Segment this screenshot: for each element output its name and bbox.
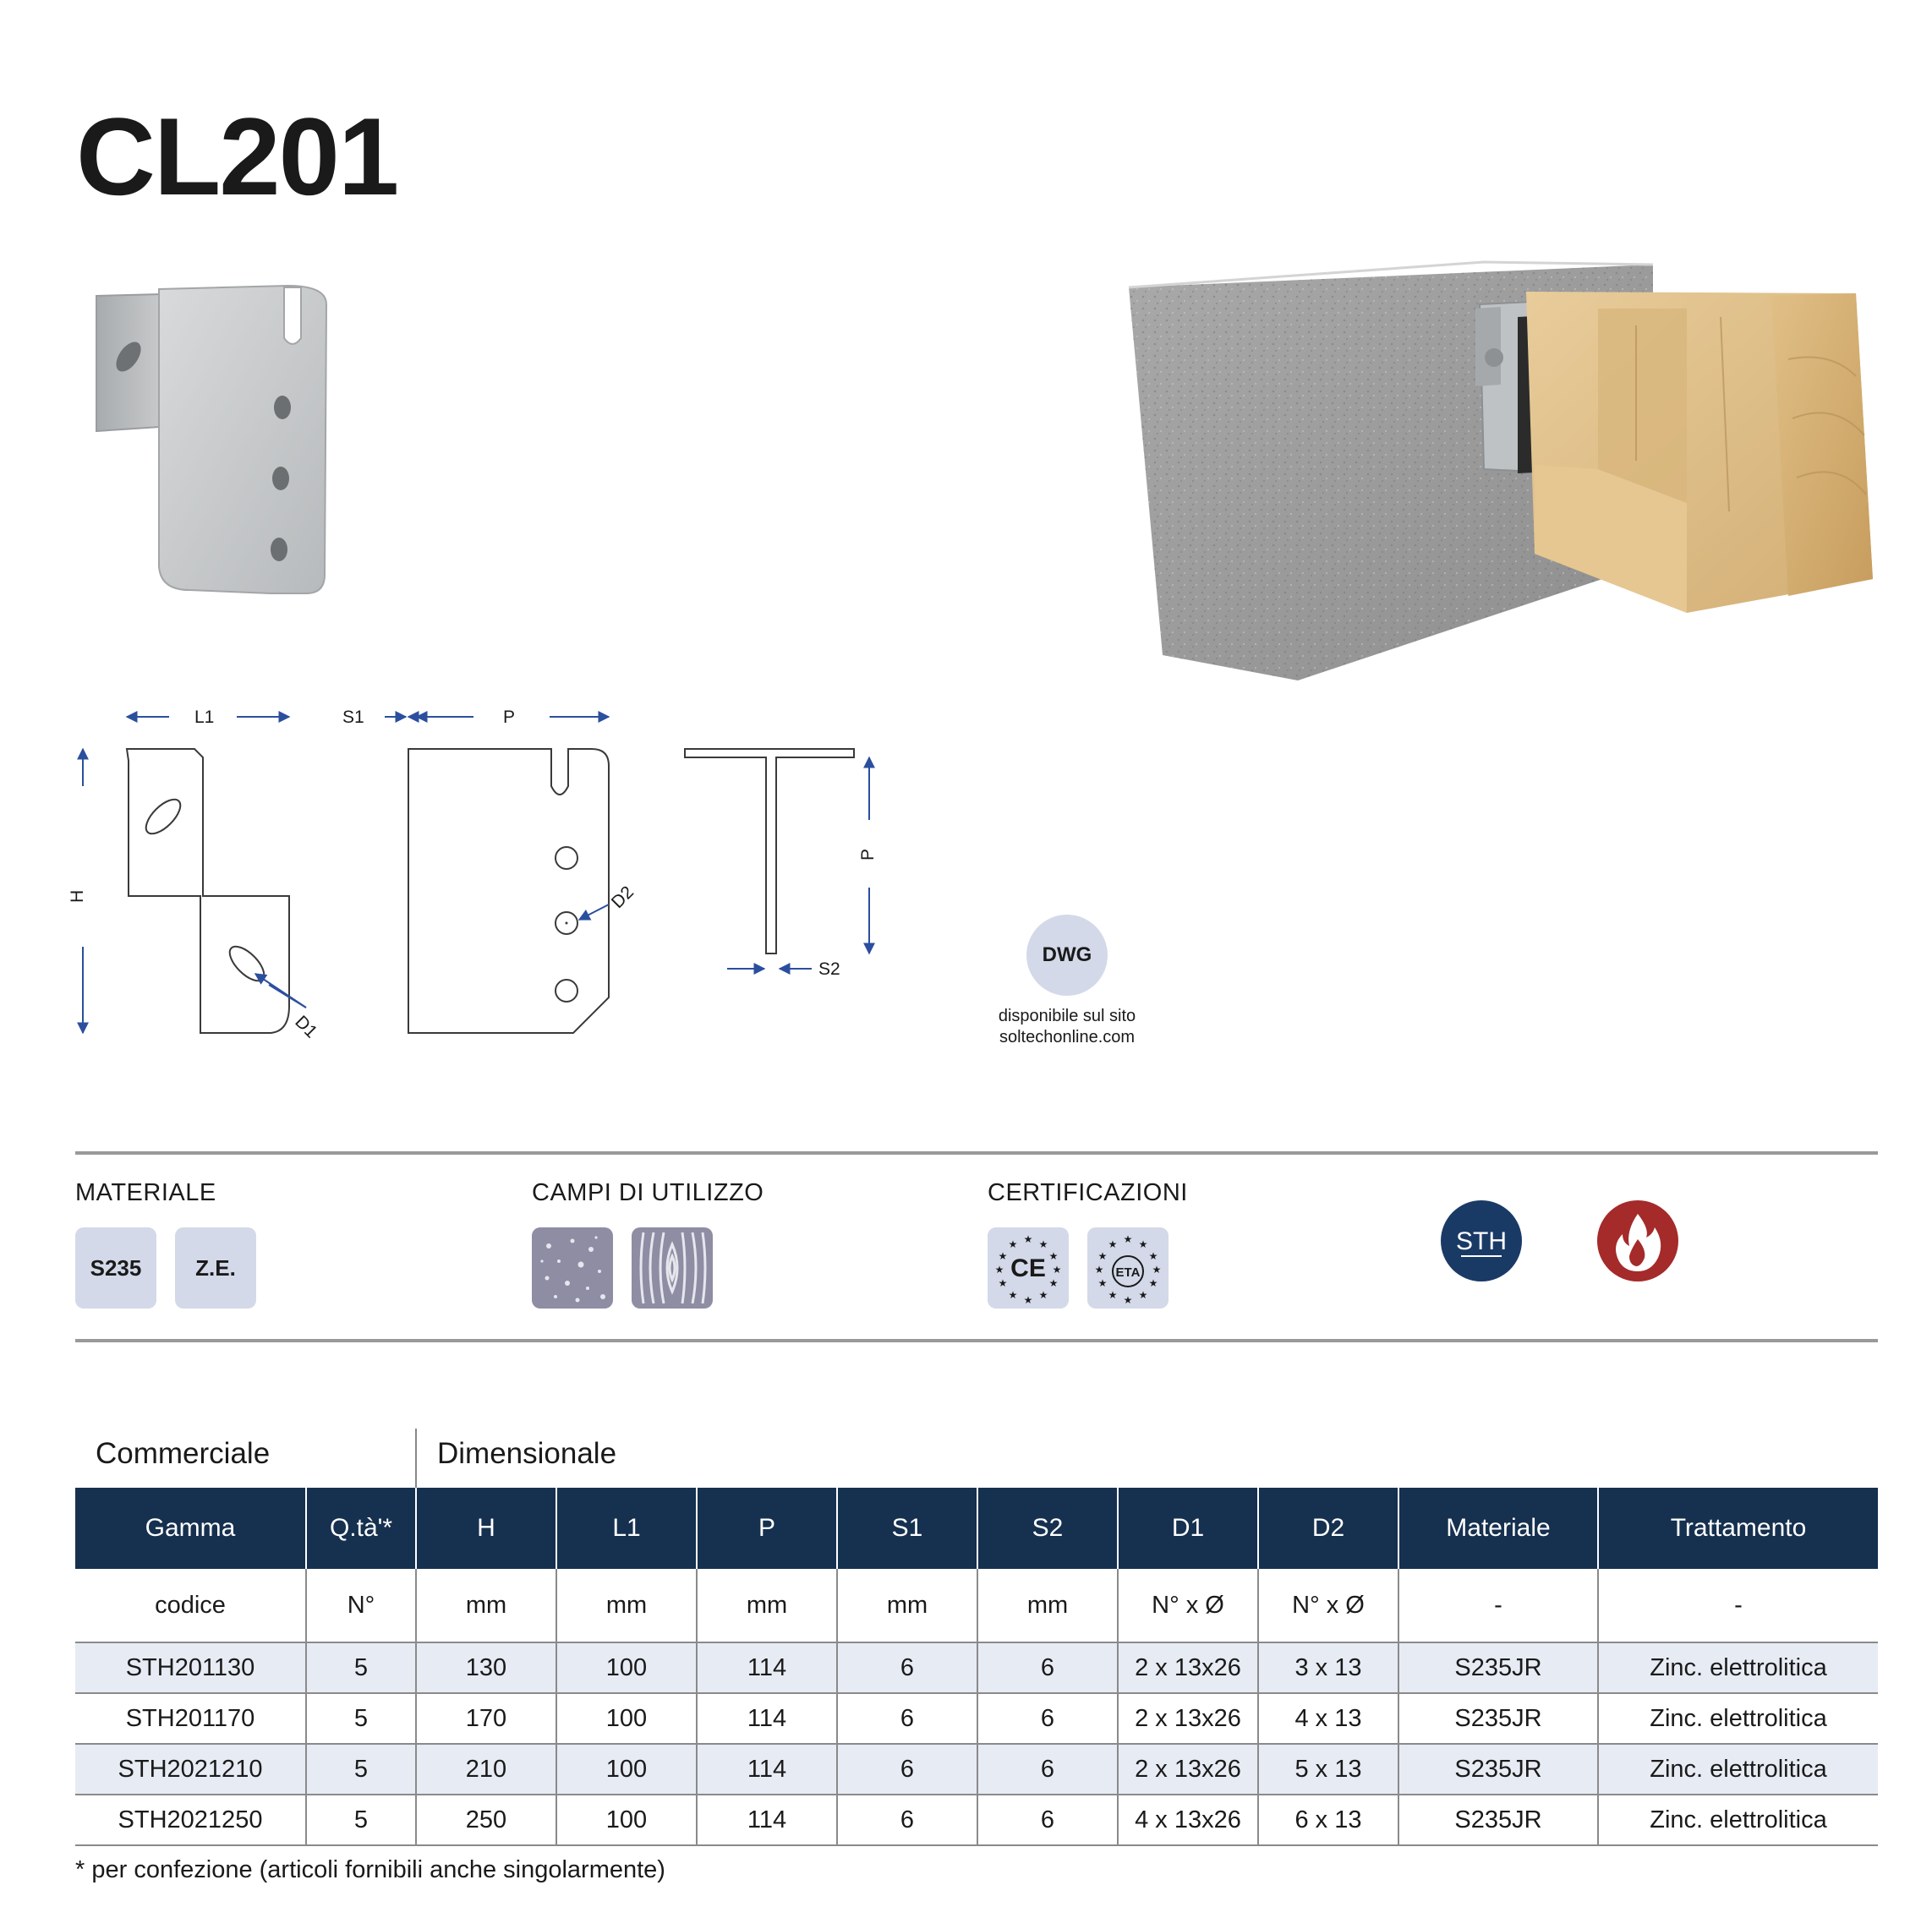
group-separator — [415, 1429, 417, 1488]
svg-text:★: ★ — [1008, 1238, 1018, 1250]
svg-text:★: ★ — [1123, 1294, 1133, 1306]
unit-cell: mm — [837, 1569, 977, 1642]
cell-d2: 6 x 13 — [1258, 1795, 1398, 1845]
cell-d1: 2 x 13x26 — [1118, 1744, 1258, 1795]
certificazioni-title: CERTIFICAZIONI — [988, 1179, 1188, 1206]
cell-qty: 5 — [306, 1795, 416, 1845]
unit-cell: codice — [75, 1569, 306, 1642]
concrete-icon — [532, 1227, 613, 1309]
svg-text:★: ★ — [994, 1264, 1004, 1276]
svg-text:★: ★ — [1148, 1250, 1158, 1262]
product-title: CL201 — [76, 95, 398, 218]
cell-p: 114 — [697, 1642, 837, 1693]
top-view — [685, 749, 854, 954]
side-view — [127, 749, 289, 1033]
svg-text:★: ★ — [998, 1250, 1008, 1262]
cell-h: 130 — [416, 1642, 556, 1693]
header-p: P — [697, 1488, 837, 1569]
svg-text:★: ★ — [1138, 1289, 1148, 1301]
cell-l1: 100 — [556, 1795, 697, 1845]
label-P: P — [503, 708, 516, 727]
svg-text:★: ★ — [1023, 1233, 1033, 1245]
cell-l1: 100 — [556, 1693, 697, 1744]
cell-qty: 5 — [306, 1693, 416, 1744]
ce-mark-icon — [988, 1227, 1069, 1309]
cell-l1: 100 — [556, 1744, 697, 1795]
cell-trattamento: Zinc. elettrolitica — [1598, 1744, 1878, 1795]
sth-logo — [1441, 1200, 1522, 1281]
spec-table — [75, 1488, 1878, 1846]
dwg-note-line1: disponibile sul sito — [998, 1007, 1136, 1025]
svg-text:★: ★ — [1094, 1264, 1104, 1276]
cell-s2: 6 — [977, 1693, 1118, 1744]
cell-code: STH2021250 — [75, 1795, 306, 1845]
header-gamma: Gamma — [75, 1488, 306, 1569]
cell-s2: 6 — [977, 1795, 1118, 1845]
header-h: H — [416, 1488, 556, 1569]
table-header-row — [75, 1488, 1878, 1569]
svg-text:STH: STH — [1456, 1227, 1507, 1255]
group-commerciale: Commerciale — [96, 1437, 271, 1470]
cell-materiale: S235JR — [1398, 1795, 1598, 1845]
header-qta: Q.tà'* — [306, 1488, 416, 1569]
unit-cell: N° — [306, 1569, 416, 1642]
unit-cell: mm — [556, 1569, 697, 1642]
unit-cell: mm — [977, 1569, 1118, 1642]
svg-text:★: ★ — [1123, 1233, 1133, 1245]
label-P-side: P — [858, 848, 878, 861]
svg-text:★: ★ — [1097, 1250, 1108, 1262]
cell-materiale: S235JR — [1398, 1642, 1598, 1693]
material-tile-ze: Z.E. — [175, 1227, 256, 1309]
svg-text:★: ★ — [1097, 1277, 1108, 1289]
bracket-product-image — [85, 279, 338, 600]
table-row — [75, 1795, 1878, 1845]
fire-resistance-icon — [1597, 1200, 1678, 1281]
cell-p: 114 — [697, 1744, 837, 1795]
svg-text:★: ★ — [1108, 1238, 1118, 1250]
unit-cell: - — [1398, 1569, 1598, 1642]
cell-materiale: S235JR — [1398, 1693, 1598, 1744]
cell-p: 114 — [697, 1795, 837, 1845]
technical-drawing — [68, 693, 878, 1057]
wood-icon — [632, 1227, 713, 1309]
cell-d1: 2 x 13x26 — [1118, 1642, 1258, 1693]
svg-text:★: ★ — [1038, 1238, 1048, 1250]
svg-text:★: ★ — [1023, 1294, 1033, 1306]
material-tile-s235: S235 — [75, 1227, 156, 1309]
eta-mark-icon — [1087, 1227, 1169, 1309]
header-s2: S2 — [977, 1488, 1118, 1569]
svg-text:★: ★ — [1038, 1289, 1048, 1301]
cell-s1: 6 — [837, 1642, 977, 1693]
materiale-title: MATERIALE — [75, 1179, 216, 1206]
dwg-note-line2[interactable]: soltechonline.com — [999, 1028, 1136, 1046]
table-footnote: * per confezione (articoli fornibili anche singolarmente) — [75, 1856, 665, 1883]
svg-text:★: ★ — [1108, 1289, 1118, 1301]
cell-trattamento: Zinc. elettrolitica — [1598, 1693, 1878, 1744]
header-trattamento: Trattamento — [1598, 1488, 1878, 1569]
cell-trattamento: Zinc. elettrolitica — [1598, 1642, 1878, 1693]
header-d1: D1 — [1118, 1488, 1258, 1569]
cell-s2: 6 — [977, 1642, 1118, 1693]
cell-s1: 6 — [837, 1744, 977, 1795]
cell-qty: 5 — [306, 1642, 416, 1693]
label-D1: D1 — [291, 1012, 321, 1042]
cell-s1: 6 — [837, 1693, 977, 1744]
unit-cell: N° x Ø — [1258, 1569, 1398, 1642]
cell-d1: 2 x 13x26 — [1118, 1693, 1258, 1744]
cell-d2: 4 x 13 — [1258, 1693, 1398, 1744]
cell-p: 114 — [697, 1693, 837, 1744]
cell-code: STH2021210 — [75, 1744, 306, 1795]
dwg-badge[interactable]: DWG — [1026, 915, 1108, 996]
cell-qty: 5 — [306, 1744, 416, 1795]
cell-l1: 100 — [556, 1642, 697, 1693]
cell-code: STH201130 — [75, 1642, 306, 1693]
label-H: H — [68, 889, 87, 903]
svg-text:★: ★ — [1052, 1264, 1062, 1276]
cell-h: 250 — [416, 1795, 556, 1845]
svg-text:★: ★ — [1048, 1277, 1059, 1289]
installation-render-image — [1129, 258, 1873, 689]
table-row — [75, 1693, 1878, 1744]
cell-code: STH201170 — [75, 1693, 306, 1744]
label-D2: D2 — [607, 882, 638, 913]
cell-materiale: S235JR — [1398, 1744, 1598, 1795]
header-materiale: Materiale — [1398, 1488, 1598, 1569]
group-dimensionale: Dimensionale — [437, 1437, 617, 1470]
svg-text:CE: CE — [1010, 1254, 1046, 1282]
cell-trattamento: Zinc. elettrolitica — [1598, 1795, 1878, 1845]
svg-text:★: ★ — [1148, 1277, 1158, 1289]
label-S2: S2 — [818, 959, 840, 979]
unit-cell: - — [1598, 1569, 1878, 1642]
svg-text:★: ★ — [1152, 1264, 1162, 1276]
table-row — [75, 1642, 1878, 1693]
front-view — [408, 749, 609, 1033]
unit-cell: N° x Ø — [1118, 1569, 1258, 1642]
label-L1: L1 — [194, 708, 215, 727]
divider-top — [75, 1151, 1878, 1155]
svg-text:★: ★ — [1008, 1289, 1018, 1301]
header-d2: D2 — [1258, 1488, 1398, 1569]
header-l1: L1 — [556, 1488, 697, 1569]
unit-cell: mm — [697, 1569, 837, 1642]
divider-bottom — [75, 1339, 1878, 1342]
svg-text:★: ★ — [1048, 1250, 1059, 1262]
cell-d2: 3 x 13 — [1258, 1642, 1398, 1693]
svg-text:ETA: ETA — [1115, 1265, 1141, 1280]
svg-text:★: ★ — [1138, 1238, 1148, 1250]
svg-text:★: ★ — [998, 1277, 1008, 1289]
units-row — [75, 1569, 1878, 1642]
unit-cell: mm — [416, 1569, 556, 1642]
cell-d1: 4 x 13x26 — [1118, 1795, 1258, 1845]
cell-s1: 6 — [837, 1795, 977, 1845]
cell-s2: 6 — [977, 1744, 1118, 1795]
label-S1: S1 — [342, 708, 364, 727]
dwg-availability-note — [939, 1006, 1196, 1048]
cell-d2: 5 x 13 — [1258, 1744, 1398, 1795]
cell-h: 210 — [416, 1744, 556, 1795]
table-row — [75, 1744, 1878, 1795]
header-s1: S1 — [837, 1488, 977, 1569]
campi-title: CAMPI DI UTILIZZO — [532, 1179, 764, 1206]
cell-h: 170 — [416, 1693, 556, 1744]
